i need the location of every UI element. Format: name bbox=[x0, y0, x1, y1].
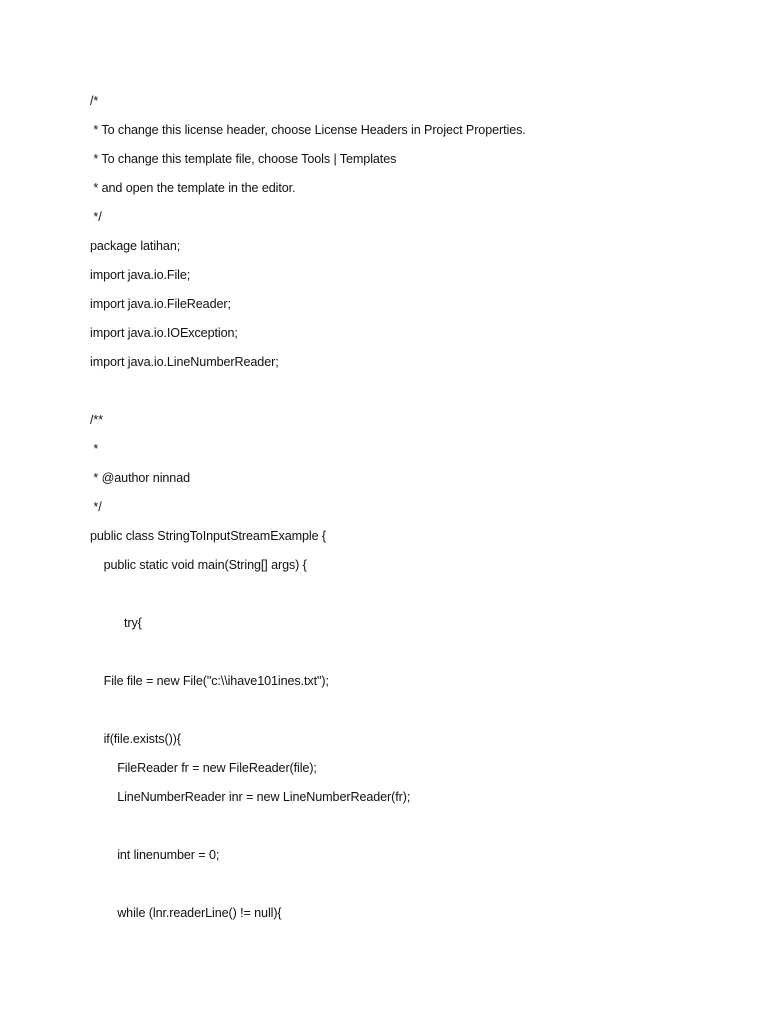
text-line-blank bbox=[90, 874, 730, 903]
text-line-blank bbox=[90, 642, 730, 671]
text-line-template-note: * To change this template file, choose Tools | Templates bbox=[90, 152, 397, 166]
text-line-package: package latihan; bbox=[90, 239, 181, 253]
text-line-if-exists: if(file.exists()){ bbox=[90, 732, 181, 746]
document-body bbox=[90, 91, 730, 932]
text-line-linenumber-init: int linenumber = 0; bbox=[90, 848, 220, 862]
text-line-import-filereader: import java.io.FileReader; bbox=[90, 297, 231, 311]
text-line-author: * @author ninnad bbox=[90, 471, 191, 485]
text-line-main-method: public static void main(String[] args) { bbox=[90, 558, 307, 572]
text-line-blank bbox=[90, 700, 730, 729]
text-line-javadoc-open: /** bbox=[90, 413, 104, 427]
text-line-import-linenumberreader: import java.io.LineNumberReader; bbox=[90, 355, 279, 369]
text-line-class-declaration: public class StringToInputStreamExample { bbox=[90, 529, 326, 543]
text-line-license-note: * To change this license header, choose License Headers in Project Properties. bbox=[90, 123, 526, 137]
text-line-javadoc-star: * bbox=[90, 442, 99, 456]
text-line-import-ioexception: import java.io.IOException; bbox=[90, 326, 238, 340]
text-line-while-loop: while (lnr.readerLine() != null){ bbox=[90, 906, 282, 920]
text-line-editor-note: * and open the template in the editor. bbox=[90, 181, 296, 195]
text-line-file-new: File file = new File("c:\\ihave101ines.txt"); bbox=[90, 674, 329, 688]
text-line-javadoc-close: */ bbox=[90, 500, 102, 514]
text-line-filereader-new: FileReader fr = new FileReader(file); bbox=[90, 761, 317, 775]
text-line-blank bbox=[90, 381, 730, 410]
text-line-comment-close: */ bbox=[90, 210, 102, 224]
text-line-import-file: import java.io.File; bbox=[90, 268, 191, 282]
text-line-comment-open: /* bbox=[90, 94, 99, 108]
text-line-linenumberreader-new: LineNumberReader inr = new LineNumberReader(fr); bbox=[90, 790, 411, 804]
text-line-try: try{ bbox=[90, 616, 142, 630]
text-line-blank bbox=[90, 816, 730, 845]
text-line-blank bbox=[90, 584, 730, 613]
